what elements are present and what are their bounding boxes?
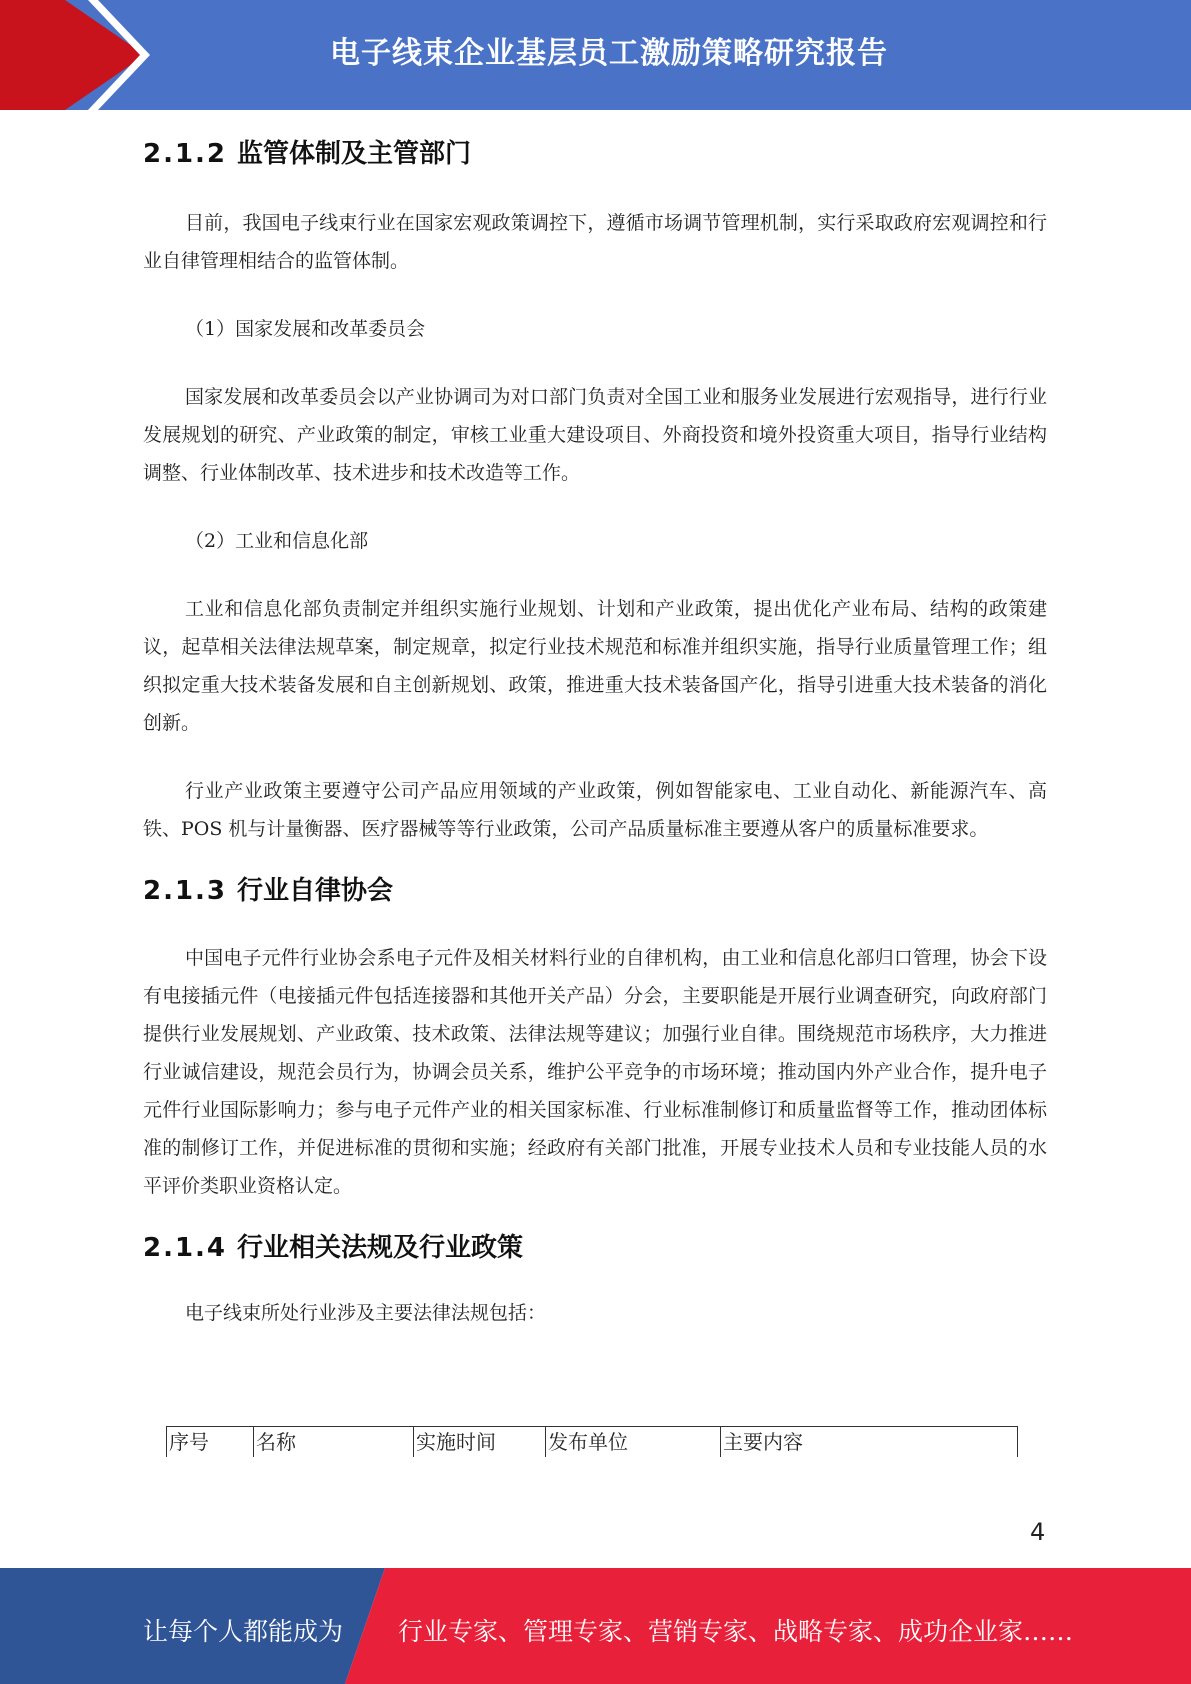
page-number: 4 bbox=[1030, 1518, 1046, 1546]
section-number: 2.1.4 bbox=[143, 1233, 228, 1263]
paragraph: 国家发展和改革委员会以产业协调司为对口部门负责对全国工业和服务业发展进行宏观指导，进行行业发展规划的研究、产业政策的制定，审核工业重大建设项目、外商投资和境外投资重大项目，指导行业结构调整、行业体制改革、技术进步和技术改造等工作。 bbox=[143, 386, 1047, 484]
paragraph: 电子线束所处行业涉及主要法律法规包括： bbox=[185, 1302, 547, 1324]
table-header-row bbox=[167, 1427, 1018, 1458]
column-header: 序号 bbox=[167, 1427, 254, 1458]
paragraph: 目前，我国电子线束行业在国家宏观政策调控下，遵循市场调节管理机制，实行采取政府宏观调控和行业自律管理相结合的监管体制。 bbox=[143, 212, 1047, 272]
column-header: 主要内容 bbox=[721, 1427, 1018, 1458]
column-header: 实施时间 bbox=[414, 1427, 546, 1458]
section-title: 行业自律协会 bbox=[237, 876, 394, 906]
chevron-logo-icon bbox=[0, 0, 160, 110]
section-title: 监管体制及主管部门 bbox=[237, 139, 472, 169]
list-item: （1）国家发展和改革委员会 bbox=[185, 318, 426, 340]
section-number: 2.1.3 bbox=[143, 876, 228, 906]
footer-slogan-left: 让每个人都能成为 bbox=[143, 1617, 344, 1646]
list-item: （2）工业和信息化部 bbox=[185, 530, 369, 552]
page-footer bbox=[0, 1568, 1191, 1684]
paragraph: 中国电子元件行业协会系电子元件及相关材料行业的自律机构，由工业和信息化部归口管理，协会下设有电接插元件（电接插元件包括连接器和其他开关产品）分会，主要职能是开展行业调查研究，向政府部门提供行业发展规划、产业政策、技术政策、法律法规等建议；加强行业自律。围绕规范市场秩序，大力推进行业诚信建设，规范会员行为，协调会员关系，维护公平竞争的市场环境；推动国内外产业合作，提升电子元件行业国际影响力；参与电子元件产业的相关国家标准、行业标准制修订和质量监督等工作，推动团体标准的制修订工作，并促进标准的贯彻和实施；经政府有关部门批准，开展专业技术人员和专业技能人员的水平评价类职业资格认定。 bbox=[143, 947, 1047, 1197]
section-heading-2-1-3 bbox=[143, 870, 1047, 907]
section-title: 行业相关法规及行业政策 bbox=[237, 1233, 524, 1263]
section-heading-2-1-4 bbox=[143, 1227, 1047, 1264]
document-title: 电子线束企业基层员工激励策略研究报告 bbox=[330, 36, 888, 71]
column-header: 名称 bbox=[254, 1427, 414, 1458]
laws-table bbox=[166, 1426, 1018, 1457]
main-content bbox=[143, 125, 1047, 1332]
page-header bbox=[0, 0, 1191, 110]
section-heading-2-1-2 bbox=[143, 133, 1047, 170]
paragraph: 行业产业政策主要遵守公司产品应用领域的产业政策，例如智能家电、工业自动化、新能源汽车、高铁、POS 机与计量衡器、医疗器械等等行业政策，公司产品质量标准主要遵从客户的质量标准要求。 bbox=[143, 780, 1047, 840]
footer-slogan-right: 行业专家、管理专家、营销专家、战略专家、成功企业家…… bbox=[398, 1617, 1074, 1646]
section-number: 2.1.2 bbox=[143, 139, 228, 169]
paragraph: 工业和信息化部负责制定并组织实施行业规划、计划和产业政策，提出优化产业布局、结构的政策建议，起草相关法律法规草案，制定规章，拟定行业技术规范和标准并组织实施，指导行业质量管理工作；组织拟定重大技术装备发展和自主创新规划、政策，推进重大技术装备国产化，指导引进重大技术装备的消化创新。 bbox=[143, 598, 1047, 734]
column-header: 发布单位 bbox=[546, 1427, 721, 1458]
